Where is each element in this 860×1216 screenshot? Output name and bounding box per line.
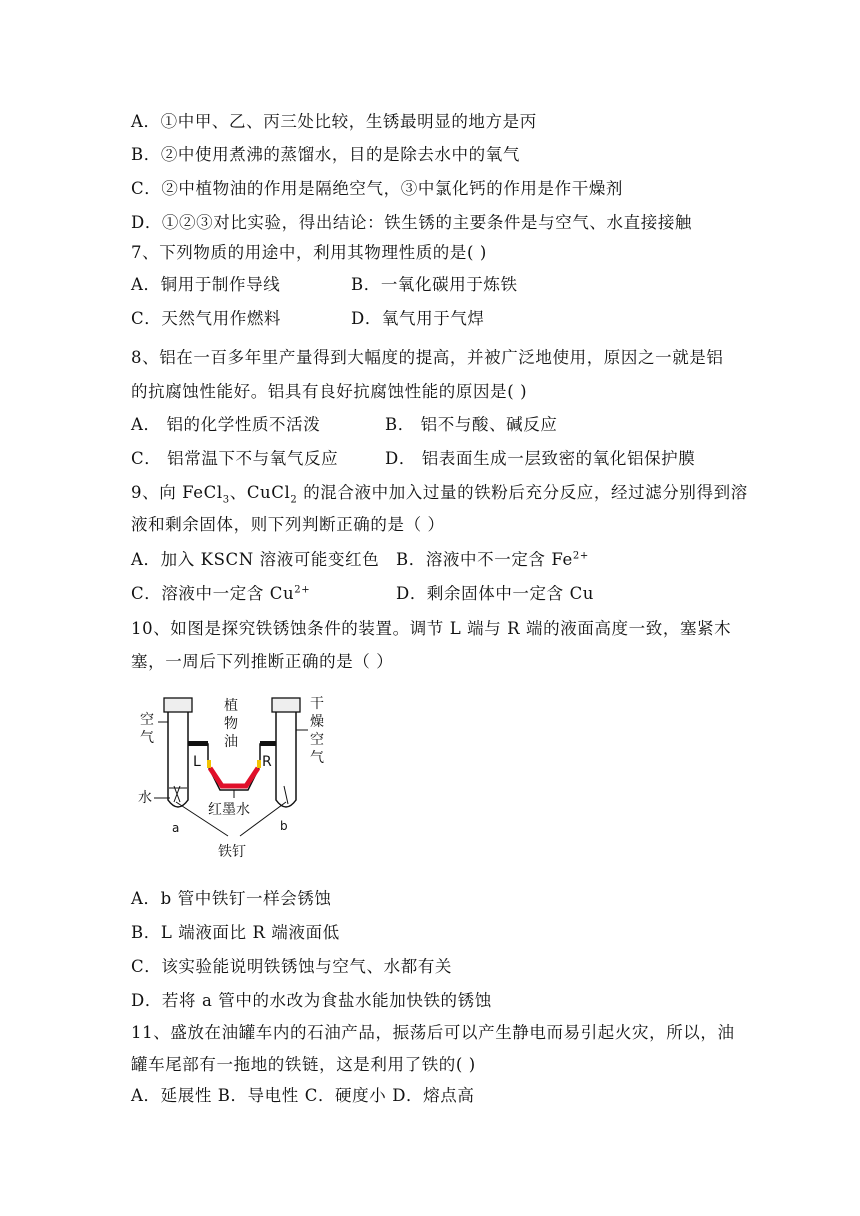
q10-option-a: A．b 管中铁钉一样会锈蚀 <box>131 889 332 908</box>
q6-option-c: C．②中植物油的作用是隔绝空气，③中氯化钙的作用是作干燥剂 <box>131 179 624 198</box>
q9-option-d: D．剩余固体中一定含 Cu <box>396 584 595 603</box>
label-L: L <box>193 754 201 770</box>
q10-stem-line1: 10、如图是探究铁锈蚀条件的装置。调节 L 端与 R 端的液面高度一致，塞紧木 <box>131 619 732 638</box>
q6-option-a: A．①中甲、乙、丙三处比较，生锈最明显的地方是丙 <box>131 112 537 131</box>
q8-stem-line1: 8、铝在一百多年里产量得到大幅度的提高，并被广泛地使用，原因之一就是铝 <box>131 348 724 367</box>
q9-stem-line1: 9、向 FeCl$_3$、CuCl$_2$ 的混合液中加入过量的铁粉后充分反应，经过滤分别得到溶 <box>131 483 748 506</box>
q7-option-b: B．一氧化碳用于炼铁 <box>351 275 518 294</box>
label-oil-2: 物 <box>224 716 238 732</box>
q7-option-c: C．天然气用作燃料 <box>131 309 282 328</box>
q7-option-a: A．铜用于制作导线 <box>131 275 281 294</box>
q9-option-b: B．溶液中不一定含 $Fe^{2+}$ <box>396 550 589 569</box>
q8-stem-line2: 的抗腐蚀性能好。铝具有良好抗腐蚀性能的原因是( ) <box>131 382 528 401</box>
label-air-2: 气 <box>140 730 154 746</box>
nail-b <box>284 786 288 804</box>
q7-stem: 7、下列物质的用途中，利用其物理性质的是( ) <box>131 243 487 262</box>
stopper-a <box>164 698 192 712</box>
q8-option-b: B． 铝不与酸、碱反应 <box>385 415 558 434</box>
q11-stem-line1: 11、盛放在油罐车内的石油产品，振荡后可以产生静电而易引起火灾，所以，油 <box>131 1023 735 1042</box>
q6-option-b: B．②中使用煮沸的蒸馏水，目的是除去水中的氧气 <box>131 145 520 164</box>
red-ink-column <box>210 768 258 786</box>
stopper-b <box>272 698 300 712</box>
iron-corrosion-apparatus-figure <box>136 690 336 870</box>
label-dry-4: 气 <box>310 750 324 766</box>
label-red-ink: 红墨水 <box>208 802 250 818</box>
q8-option-a: A． 铝的化学性质不活泼 <box>131 415 321 434</box>
q10-option-c: C．该实验能说明铁锈蚀与空气、水都有关 <box>131 957 453 976</box>
q9-option-a: A．加入 KSCN 溶液可能变红色 <box>131 550 380 569</box>
label-dry-2: 燥 <box>310 714 324 730</box>
tube-b <box>272 698 300 807</box>
label-oil-1: 植 <box>224 698 238 714</box>
q9-option-c: C．溶液中一定含 $Cu^{2+}$ <box>131 584 311 603</box>
q9-stem-line2: 液和剩余固体，则下列判断正确的是（ ） <box>131 515 445 534</box>
label-air-1: 空 <box>140 712 154 728</box>
tube-a <box>164 698 192 807</box>
label-water: 水 <box>138 790 152 806</box>
q11-stem-line2: 罐车尾部有一拖地的铁链，这是利用了铁的( ) <box>131 1055 476 1074</box>
label-R: R <box>262 754 272 770</box>
label-iron-nail: 铁钉 <box>218 844 246 860</box>
label-dry-3: 空 <box>310 732 324 748</box>
q7-option-d: D．氧气用于气焊 <box>351 309 485 328</box>
q8-option-d: D． 铝表面生成一层致密的氧化铝保护膜 <box>385 449 696 468</box>
q10-option-b: B．L 端液面比 R 端液面低 <box>131 923 340 942</box>
label-dry-1: 干 <box>310 696 324 712</box>
label-tube-b: b <box>280 819 288 833</box>
q6-option-d: D．①②③对比实验，得出结论：铁生锈的主要条件是与空气、水直接接触 <box>131 213 693 232</box>
label-tube-a: a <box>172 821 180 835</box>
q11-options: A．延展性 B．导电性 C．硬度小 D．熔点高 <box>131 1086 475 1105</box>
q10-option-d: D．若将 a 管中的水改为食盐水能加快铁的锈蚀 <box>131 991 492 1010</box>
q8-option-c: C． 铝常温下不与氧气反应 <box>131 449 339 468</box>
q10-stem-line2: 塞，一周后下列推断正确的是（ ） <box>131 652 394 671</box>
label-oil-3: 油 <box>224 734 238 750</box>
